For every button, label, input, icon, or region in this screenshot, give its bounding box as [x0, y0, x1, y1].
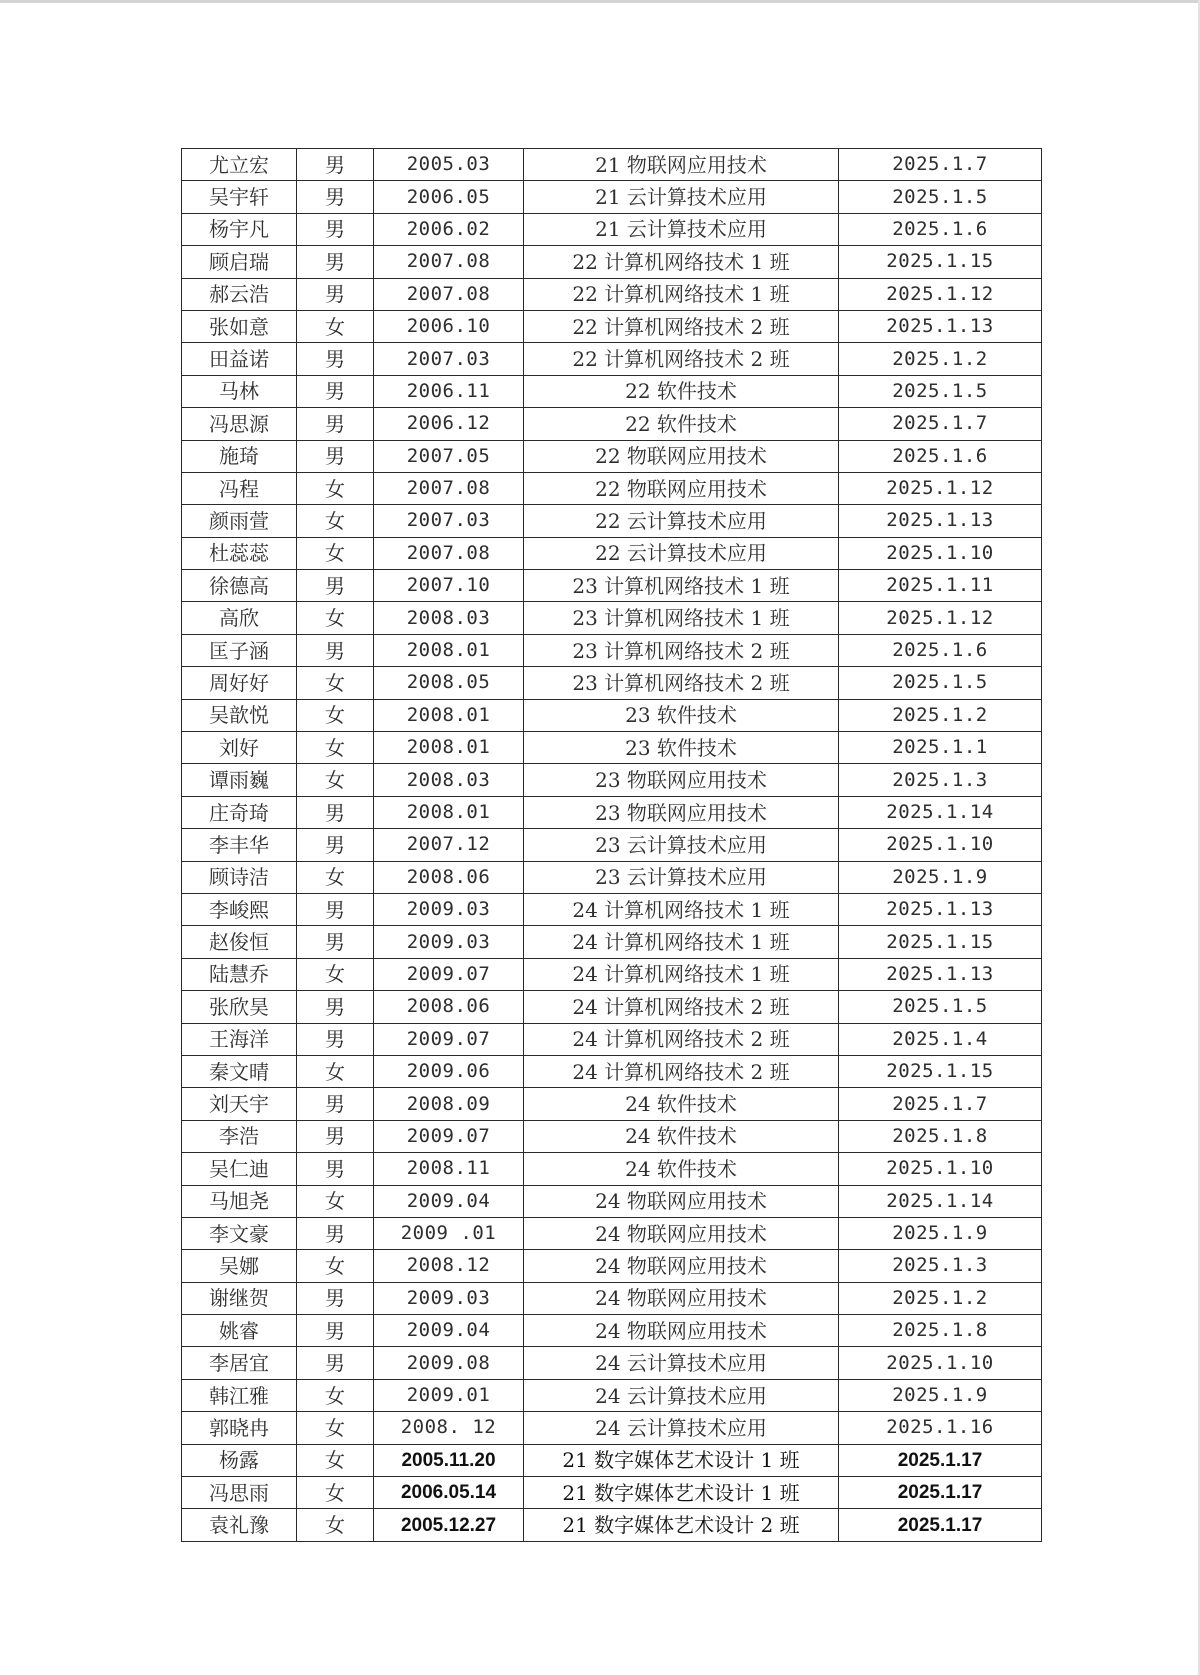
- scan-top-edge: [0, 0, 1200, 3]
- birth-date-cell: 2005.03: [374, 149, 524, 181]
- issue-date-cell: 2025.1.8: [839, 1315, 1042, 1347]
- gender-cell: 女: [297, 958, 374, 990]
- birth-date-cell: 2009 .01: [374, 1217, 524, 1249]
- class-cell: 24 计算机网络技术 1 班: [524, 893, 839, 925]
- table-row: [182, 1120, 1042, 1152]
- issue-date-cell: 2025.1.17: [839, 1477, 1042, 1509]
- issue-date-cell: 2025.1.16: [839, 1412, 1042, 1444]
- issue-date-cell: 2025.1.4: [839, 1023, 1042, 1055]
- student-table: [181, 148, 1042, 1542]
- student-name-cell: 吴仁迪: [182, 1153, 297, 1185]
- table-row: [182, 732, 1042, 764]
- table-row: [182, 699, 1042, 731]
- student-name-cell: 姚睿: [182, 1315, 297, 1347]
- class-cell: 24 物联网应用技术: [524, 1282, 839, 1314]
- student-name-cell: 冯思源: [182, 408, 297, 440]
- issue-date-cell: 2025.1.15: [839, 926, 1042, 958]
- table-row: [182, 667, 1042, 699]
- birth-date-cell: 2006.12: [374, 408, 524, 440]
- class-cell: 23 云计算技术应用: [524, 861, 839, 893]
- gender-cell: 男: [297, 991, 374, 1023]
- class-cell: 24 计算机网络技术 1 班: [524, 958, 839, 990]
- birth-date-cell: 2009.03: [374, 893, 524, 925]
- birth-date-cell: 2007.05: [374, 440, 524, 472]
- table-row: [182, 537, 1042, 569]
- gender-cell: 男: [297, 181, 374, 213]
- gender-cell: 女: [297, 861, 374, 893]
- student-name-cell: 马旭尧: [182, 1185, 297, 1217]
- student-name-cell: 徐德高: [182, 570, 297, 602]
- table-row: [182, 829, 1042, 861]
- class-cell: 21 物联网应用技术: [524, 149, 839, 181]
- gender-cell: 女: [297, 1509, 374, 1541]
- issue-date-cell: 2025.1.10: [839, 537, 1042, 569]
- table-row: [182, 472, 1042, 504]
- table-row: [182, 1412, 1042, 1444]
- student-name-cell: 刘好: [182, 732, 297, 764]
- gender-cell: 男: [297, 796, 374, 828]
- student-name-cell: 匡子涵: [182, 634, 297, 666]
- gender-cell: 女: [297, 764, 374, 796]
- table-row: [182, 149, 1042, 181]
- birth-date-cell: 2009.04: [374, 1315, 524, 1347]
- class-cell: 22 计算机网络技术 1 班: [524, 278, 839, 310]
- class-cell: 23 软件技术: [524, 699, 839, 731]
- birth-date-cell: 2007.08: [374, 537, 524, 569]
- class-cell: 21 云计算技术应用: [524, 213, 839, 245]
- issue-date-cell: 2025.1.9: [839, 1217, 1042, 1249]
- issue-date-cell: 2025.1.1: [839, 732, 1042, 764]
- class-cell: 24 计算机网络技术 2 班: [524, 1023, 839, 1055]
- table-row: [182, 991, 1042, 1023]
- gender-cell: 女: [297, 310, 374, 342]
- student-name-cell: 刘天宇: [182, 1088, 297, 1120]
- gender-cell: 女: [297, 505, 374, 537]
- student-name-cell: 陆慧乔: [182, 958, 297, 990]
- table-row: [182, 246, 1042, 278]
- birth-date-cell: 2007.08: [374, 472, 524, 504]
- gender-cell: 男: [297, 149, 374, 181]
- gender-cell: 男: [297, 1347, 374, 1379]
- birth-date-cell: 2009.06: [374, 1055, 524, 1087]
- student-name-cell: 王海洋: [182, 1023, 297, 1055]
- table-row: [182, 375, 1042, 407]
- birth-date-cell: 2007.10: [374, 570, 524, 602]
- issue-date-cell: 2025.1.7: [839, 408, 1042, 440]
- table-row: [182, 1088, 1042, 1120]
- gender-cell: 男: [297, 1217, 374, 1249]
- class-cell: 22 物联网应用技术: [524, 440, 839, 472]
- table-row: [182, 440, 1042, 472]
- birth-date-cell: 2009.07: [374, 1023, 524, 1055]
- class-cell: 22 计算机网络技术 2 班: [524, 343, 839, 375]
- class-cell: 24 云计算技术应用: [524, 1379, 839, 1411]
- birth-date-cell: 2009.07: [374, 958, 524, 990]
- student-name-cell: 郝云浩: [182, 278, 297, 310]
- gender-cell: 男: [297, 634, 374, 666]
- class-cell: 23 计算机网络技术 1 班: [524, 602, 839, 634]
- issue-date-cell: 2025.1.12: [839, 472, 1042, 504]
- student-name-cell: 秦文晴: [182, 1055, 297, 1087]
- birth-date-cell: 2006.05: [374, 181, 524, 213]
- table-row: [182, 278, 1042, 310]
- birth-date-cell: 2006.05.14: [374, 1477, 524, 1509]
- gender-cell: 女: [297, 1250, 374, 1282]
- gender-cell: 女: [297, 1185, 374, 1217]
- student-name-cell: 周好好: [182, 667, 297, 699]
- gender-cell: 男: [297, 1088, 374, 1120]
- student-name-cell: 冯思雨: [182, 1477, 297, 1509]
- birth-date-cell: 2008.03: [374, 602, 524, 634]
- class-cell: 24 计算机网络技术 2 班: [524, 991, 839, 1023]
- birth-date-cell: 2008.01: [374, 699, 524, 731]
- table-row: [182, 1444, 1042, 1476]
- issue-date-cell: 2025.1.10: [839, 829, 1042, 861]
- issue-date-cell: 2025.1.7: [839, 149, 1042, 181]
- table-row: [182, 1379, 1042, 1411]
- issue-date-cell: 2025.1.17: [839, 1444, 1042, 1476]
- birth-date-cell: 2008.03: [374, 764, 524, 796]
- issue-date-cell: 2025.1.13: [839, 505, 1042, 537]
- class-cell: 24 计算机网络技术 2 班: [524, 1055, 839, 1087]
- student-name-cell: 赵俊恒: [182, 926, 297, 958]
- table-row: [182, 1217, 1042, 1249]
- table-row: [182, 1315, 1042, 1347]
- birth-date-cell: 2006.10: [374, 310, 524, 342]
- issue-date-cell: 2025.1.17: [839, 1509, 1042, 1541]
- table-row: [182, 1055, 1042, 1087]
- class-cell: 23 云计算技术应用: [524, 829, 839, 861]
- class-cell: 24 物联网应用技术: [524, 1217, 839, 1249]
- birth-date-cell: 2009.04: [374, 1185, 524, 1217]
- birth-date-cell: 2007.03: [374, 505, 524, 537]
- gender-cell: 女: [297, 667, 374, 699]
- class-cell: 23 计算机网络技术 1 班: [524, 570, 839, 602]
- issue-date-cell: 2025.1.3: [839, 1250, 1042, 1282]
- student-name-cell: 吴宇轩: [182, 181, 297, 213]
- issue-date-cell: 2025.1.12: [839, 278, 1042, 310]
- student-name-cell: 李文豪: [182, 1217, 297, 1249]
- gender-cell: 男: [297, 375, 374, 407]
- class-cell: 24 软件技术: [524, 1153, 839, 1185]
- class-cell: 23 物联网应用技术: [524, 764, 839, 796]
- birth-date-cell: 2009.03: [374, 926, 524, 958]
- table-row: [182, 1347, 1042, 1379]
- birth-date-cell: 2008. 12: [374, 1412, 524, 1444]
- issue-date-cell: 2025.1.8: [839, 1120, 1042, 1152]
- issue-date-cell: 2025.1.3: [839, 764, 1042, 796]
- issue-date-cell: 2025.1.12: [839, 602, 1042, 634]
- student-name-cell: 韩江雅: [182, 1379, 297, 1411]
- birth-date-cell: 2009.08: [374, 1347, 524, 1379]
- student-name-cell: 庄奇琦: [182, 796, 297, 828]
- student-name-cell: 冯程: [182, 472, 297, 504]
- student-name-cell: 田益诺: [182, 343, 297, 375]
- issue-date-cell: 2025.1.5: [839, 991, 1042, 1023]
- issue-date-cell: 2025.1.2: [839, 699, 1042, 731]
- class-cell: 24 物联网应用技术: [524, 1185, 839, 1217]
- class-cell: 22 云计算技术应用: [524, 537, 839, 569]
- student-name-cell: 袁礼豫: [182, 1509, 297, 1541]
- student-name-cell: 李浩: [182, 1120, 297, 1152]
- gender-cell: 男: [297, 570, 374, 602]
- student-name-cell: 谭雨巍: [182, 764, 297, 796]
- issue-date-cell: 2025.1.13: [839, 310, 1042, 342]
- birth-date-cell: 2008.09: [374, 1088, 524, 1120]
- birth-date-cell: 2008.12: [374, 1250, 524, 1282]
- table-row: [182, 213, 1042, 245]
- class-cell: 24 云计算技术应用: [524, 1412, 839, 1444]
- class-cell: 21 云计算技术应用: [524, 181, 839, 213]
- table-row: [182, 893, 1042, 925]
- class-cell: 22 计算机网络技术 1 班: [524, 246, 839, 278]
- birth-date-cell: 2006.02: [374, 213, 524, 245]
- table-row: [182, 634, 1042, 666]
- issue-date-cell: 2025.1.7: [839, 1088, 1042, 1120]
- issue-date-cell: 2025.1.2: [839, 343, 1042, 375]
- gender-cell: 女: [297, 472, 374, 504]
- table-row: [182, 1250, 1042, 1282]
- gender-cell: 男: [297, 440, 374, 472]
- class-cell: 23 物联网应用技术: [524, 796, 839, 828]
- student-name-cell: 李居宜: [182, 1347, 297, 1379]
- class-cell: 21 数字媒体艺术设计 1 班: [524, 1444, 839, 1476]
- birth-date-cell: 2005.12.27: [374, 1509, 524, 1541]
- student-table-body: [182, 149, 1042, 1542]
- issue-date-cell: 2025.1.9: [839, 861, 1042, 893]
- gender-cell: 男: [297, 1023, 374, 1055]
- table-row: [182, 1153, 1042, 1185]
- class-cell: 21 数字媒体艺术设计 1 班: [524, 1477, 839, 1509]
- student-name-cell: 施琦: [182, 440, 297, 472]
- gender-cell: 男: [297, 246, 374, 278]
- table-row: [182, 310, 1042, 342]
- birth-date-cell: 2008.01: [374, 732, 524, 764]
- student-name-cell: 张如意: [182, 310, 297, 342]
- issue-date-cell: 2025.1.13: [839, 893, 1042, 925]
- class-cell: 23 计算机网络技术 2 班: [524, 667, 839, 699]
- table-row: [182, 796, 1042, 828]
- birth-date-cell: 2008.11: [374, 1153, 524, 1185]
- student-name-cell: 吴娜: [182, 1250, 297, 1282]
- issue-date-cell: 2025.1.14: [839, 796, 1042, 828]
- gender-cell: 女: [297, 699, 374, 731]
- issue-date-cell: 2025.1.15: [839, 246, 1042, 278]
- student-name-cell: 杨宇凡: [182, 213, 297, 245]
- gender-cell: 女: [297, 1379, 374, 1411]
- birth-date-cell: 2007.08: [374, 278, 524, 310]
- table-row: [182, 861, 1042, 893]
- class-cell: 23 计算机网络技术 2 班: [524, 634, 839, 666]
- student-name-cell: 郭晓冉: [182, 1412, 297, 1444]
- gender-cell: 女: [297, 1477, 374, 1509]
- student-list-sheet: [181, 148, 1041, 1542]
- issue-date-cell: 2025.1.6: [839, 440, 1042, 472]
- issue-date-cell: 2025.1.13: [839, 958, 1042, 990]
- table-row: [182, 1185, 1042, 1217]
- gender-cell: 男: [297, 213, 374, 245]
- gender-cell: 女: [297, 1055, 374, 1087]
- gender-cell: 男: [297, 893, 374, 925]
- gender-cell: 男: [297, 1120, 374, 1152]
- table-row: [182, 1477, 1042, 1509]
- table-row: [182, 958, 1042, 990]
- birth-date-cell: 2007.08: [374, 246, 524, 278]
- gender-cell: 男: [297, 408, 374, 440]
- student-name-cell: 张欣昊: [182, 991, 297, 1023]
- birth-date-cell: 2008.05: [374, 667, 524, 699]
- issue-date-cell: 2025.1.11: [839, 570, 1042, 602]
- birth-date-cell: 2008.06: [374, 861, 524, 893]
- birth-date-cell: 2006.11: [374, 375, 524, 407]
- table-row: [182, 1282, 1042, 1314]
- birth-date-cell: 2008.01: [374, 796, 524, 828]
- class-cell: 22 计算机网络技术 2 班: [524, 310, 839, 342]
- table-row: [182, 602, 1042, 634]
- birth-date-cell: 2005.11.20: [374, 1444, 524, 1476]
- birth-date-cell: 2009.01: [374, 1379, 524, 1411]
- gender-cell: 男: [297, 1282, 374, 1314]
- class-cell: 23 软件技术: [524, 732, 839, 764]
- birth-date-cell: 2008.01: [374, 634, 524, 666]
- gender-cell: 男: [297, 343, 374, 375]
- class-cell: 21 数字媒体艺术设计 2 班: [524, 1509, 839, 1541]
- issue-date-cell: 2025.1.14: [839, 1185, 1042, 1217]
- table-row: [182, 764, 1042, 796]
- student-name-cell: 李峻熙: [182, 893, 297, 925]
- student-name-cell: 谢继贺: [182, 1282, 297, 1314]
- class-cell: 24 软件技术: [524, 1120, 839, 1152]
- issue-date-cell: 2025.1.10: [839, 1153, 1042, 1185]
- table-row: [182, 343, 1042, 375]
- class-cell: 24 云计算技术应用: [524, 1347, 839, 1379]
- issue-date-cell: 2025.1.15: [839, 1055, 1042, 1087]
- class-cell: 22 云计算技术应用: [524, 505, 839, 537]
- class-cell: 24 物联网应用技术: [524, 1315, 839, 1347]
- issue-date-cell: 2025.1.2: [839, 1282, 1042, 1314]
- birth-date-cell: 2009.07: [374, 1120, 524, 1152]
- class-cell: 24 计算机网络技术 1 班: [524, 926, 839, 958]
- gender-cell: 男: [297, 829, 374, 861]
- issue-date-cell: 2025.1.5: [839, 181, 1042, 213]
- student-name-cell: 杨露: [182, 1444, 297, 1476]
- issue-date-cell: 2025.1.9: [839, 1379, 1042, 1411]
- gender-cell: 男: [297, 1153, 374, 1185]
- issue-date-cell: 2025.1.5: [839, 667, 1042, 699]
- student-name-cell: 李丰华: [182, 829, 297, 861]
- issue-date-cell: 2025.1.10: [839, 1347, 1042, 1379]
- gender-cell: 男: [297, 278, 374, 310]
- table-row: [182, 181, 1042, 213]
- issue-date-cell: 2025.1.6: [839, 213, 1042, 245]
- gender-cell: 女: [297, 537, 374, 569]
- gender-cell: 女: [297, 602, 374, 634]
- gender-cell: 男: [297, 1315, 374, 1347]
- table-row: [182, 570, 1042, 602]
- class-cell: 22 物联网应用技术: [524, 472, 839, 504]
- birth-date-cell: 2007.03: [374, 343, 524, 375]
- class-cell: 24 软件技术: [524, 1088, 839, 1120]
- birth-date-cell: 2009.03: [374, 1282, 524, 1314]
- table-row: [182, 1023, 1042, 1055]
- table-row: [182, 505, 1042, 537]
- issue-date-cell: 2025.1.6: [839, 634, 1042, 666]
- student-name-cell: 顾诗洁: [182, 861, 297, 893]
- student-name-cell: 吴歆悦: [182, 699, 297, 731]
- student-name-cell: 颜雨萱: [182, 505, 297, 537]
- student-name-cell: 马林: [182, 375, 297, 407]
- birth-date-cell: 2007.12: [374, 829, 524, 861]
- table-row: [182, 408, 1042, 440]
- gender-cell: 女: [297, 732, 374, 764]
- gender-cell: 男: [297, 926, 374, 958]
- issue-date-cell: 2025.1.5: [839, 375, 1042, 407]
- student-name-cell: 杜蕊蕊: [182, 537, 297, 569]
- gender-cell: 女: [297, 1444, 374, 1476]
- table-row: [182, 1509, 1042, 1541]
- gender-cell: 女: [297, 1412, 374, 1444]
- birth-date-cell: 2008.06: [374, 991, 524, 1023]
- table-row: [182, 926, 1042, 958]
- student-name-cell: 尤立宏: [182, 149, 297, 181]
- class-cell: 22 软件技术: [524, 408, 839, 440]
- student-name-cell: 高欣: [182, 602, 297, 634]
- class-cell: 22 软件技术: [524, 375, 839, 407]
- class-cell: 24 物联网应用技术: [524, 1250, 839, 1282]
- student-name-cell: 顾启瑞: [182, 246, 297, 278]
